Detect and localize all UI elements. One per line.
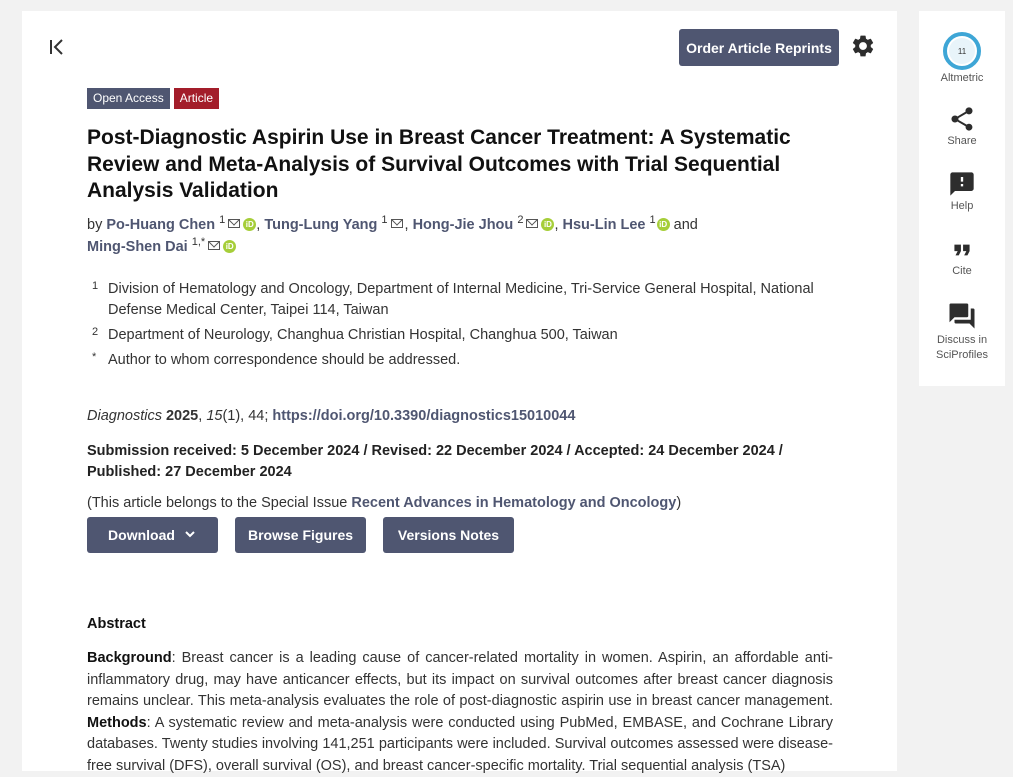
discuss-label: Discuss in SciProfiles xyxy=(936,334,988,361)
abstract-heading: Abstract xyxy=(87,616,146,632)
cite-button[interactable] xyxy=(919,237,1005,277)
share-label: Share xyxy=(947,135,977,147)
author-affil-sup: 1,* xyxy=(191,236,206,249)
article-title: Post-Diagnostic Aspirin Use in Breast Cancer Treatment: A Systematic Review and Meta-Analysis of Survival Outcomes with Trial Sequential Analysis Validation xyxy=(87,126,791,202)
open-access-badge: Open Access xyxy=(87,88,170,109)
by-label: by xyxy=(87,217,103,233)
author-affil-sup: 1 xyxy=(381,214,388,227)
citation-year: 2025 xyxy=(165,408,199,424)
quote-icon xyxy=(948,237,976,263)
affiliation-number: 1 xyxy=(92,280,99,292)
affiliation-item xyxy=(92,279,832,321)
citation-line: Diagnostics 2025, 15(1), 44; https://doi.org/10.3390/diagnostics15010044 xyxy=(87,408,576,424)
article-type-badge: Article xyxy=(174,88,219,109)
special-issue-suffix: ) xyxy=(676,495,682,511)
article-panel xyxy=(22,11,897,774)
settings-gear-icon[interactable] xyxy=(850,33,876,59)
help-label: Help xyxy=(950,200,974,212)
and-label: and xyxy=(673,217,698,233)
background-label: Background xyxy=(87,650,172,666)
download-button[interactable] xyxy=(87,517,218,553)
altmetric-badge-icon xyxy=(943,32,981,70)
email-icon[interactable] xyxy=(228,219,240,228)
affiliation-number: 2 xyxy=(92,326,99,338)
citation-issue: (1), 44; xyxy=(222,408,273,424)
affiliation-text: Division of Hematology and Oncology, Department of Internal Medicine, Tri-Service General Hospital, National Defense Medical Center, Taipei 114, Taiwan xyxy=(108,281,814,318)
affiliation-item xyxy=(92,350,832,371)
download-label: Download xyxy=(108,527,175,543)
orcid-icon[interactable]: iD xyxy=(657,218,670,231)
methods-label: Methods xyxy=(87,714,147,731)
author-link[interactable]: Ming-Shen Dai xyxy=(87,239,188,255)
browse-figures-button[interactable]: Browse Figures xyxy=(235,517,366,553)
article-actions xyxy=(87,517,514,553)
special-issue-link[interactable]: Recent Advances in Hematology and Oncology xyxy=(351,495,677,511)
altmetric-button[interactable] xyxy=(919,32,1005,84)
doi-link[interactable]: https://doi.org/10.3390/diagnostics15010044 xyxy=(272,408,576,424)
author-link[interactable]: Po-Huang Chen xyxy=(106,217,216,233)
author-link[interactable]: Hong-Jie Jhou xyxy=(412,217,514,233)
share-button[interactable] xyxy=(919,105,1005,147)
publication-dates: Submission received: 5 December 2024 / Revised: 22 December 2024 / Accepted: 24 December 2024 / Published: 27 December 2024 xyxy=(87,443,783,480)
chevron-down-icon xyxy=(183,530,197,540)
journal-name: Diagnostics xyxy=(87,408,162,424)
article-badges xyxy=(87,88,219,109)
special-issue-note xyxy=(87,495,847,511)
email-icon[interactable] xyxy=(208,241,220,250)
cite-label: Cite xyxy=(952,265,972,277)
methods-text: : A systematic review and meta-analysis were conducted using PubMed, EMBASE, and Cochrane Library databases. Twenty studies involving 141,251 participants were included. Survival outcomes assessed were disease-free survival (DFS), overall survival (OS), and breast cancer-specific mortality. Trial sequential analysis (TSA) xyxy=(87,714,833,774)
collapse-sidebar-icon[interactable] xyxy=(46,37,68,57)
citation-volume: 15 xyxy=(206,408,223,424)
discuss-button[interactable] xyxy=(919,301,1005,363)
affiliation-number: * xyxy=(92,351,97,363)
author-link[interactable]: Hsu-Lin Lee xyxy=(562,217,646,233)
affiliation-text: Author to whom correspondence should be addressed. xyxy=(108,352,461,368)
abstract-text xyxy=(87,648,833,777)
author-list: by Po-Huang Chen $^1$ iD , Tung-Lung Yang $^1$ , Hong-Jie Jhou $^2$ iD , Hsu-Lin Lee $^1$ iD and Ming-Shen Dai $^{1,*}$ iD xyxy=(87,214,698,255)
orcid-icon[interactable]: iD xyxy=(243,218,256,231)
author-affil-sup: 1 xyxy=(219,214,226,227)
author-affil-sup: 1 xyxy=(649,214,656,227)
altmetric-score: 11 xyxy=(957,47,967,56)
affiliation-item xyxy=(92,325,832,346)
email-icon[interactable] xyxy=(391,219,403,228)
help-button[interactable] xyxy=(919,170,1005,212)
share-icon xyxy=(948,105,976,133)
special-issue-prefix: (This article belongs to the Special Issue xyxy=(87,495,352,511)
help-feedback-icon xyxy=(948,170,976,198)
versions-notes-button[interactable]: Versions Notes xyxy=(383,517,514,553)
author-link[interactable]: Tung-Lung Yang xyxy=(264,217,378,233)
affiliation-text: Department of Neurology, Changhua Christian Hospital, Changhua 500, Taiwan xyxy=(108,327,618,343)
altmetric-label: Altmetric xyxy=(940,72,984,84)
background-text: : Breast cancer is a leading cause of cancer-related mortality in women. Aspirin, an affordable anti-inflammatory drug, may have anticancer effects, but its impact on survival outcomes after breast cancer diagnosis remains unclear. This meta-analysis evaluates the role of post-diagnostic aspirin use in breast cancer management. xyxy=(87,650,833,709)
orcid-icon[interactable]: iD xyxy=(541,218,554,231)
author-affil-sup: 2 xyxy=(517,214,524,227)
orcid-icon[interactable]: iD xyxy=(223,240,236,253)
order-reprints-button[interactable]: Order Article Reprints xyxy=(679,29,839,66)
forum-icon xyxy=(947,301,977,331)
email-icon[interactable] xyxy=(526,219,538,228)
